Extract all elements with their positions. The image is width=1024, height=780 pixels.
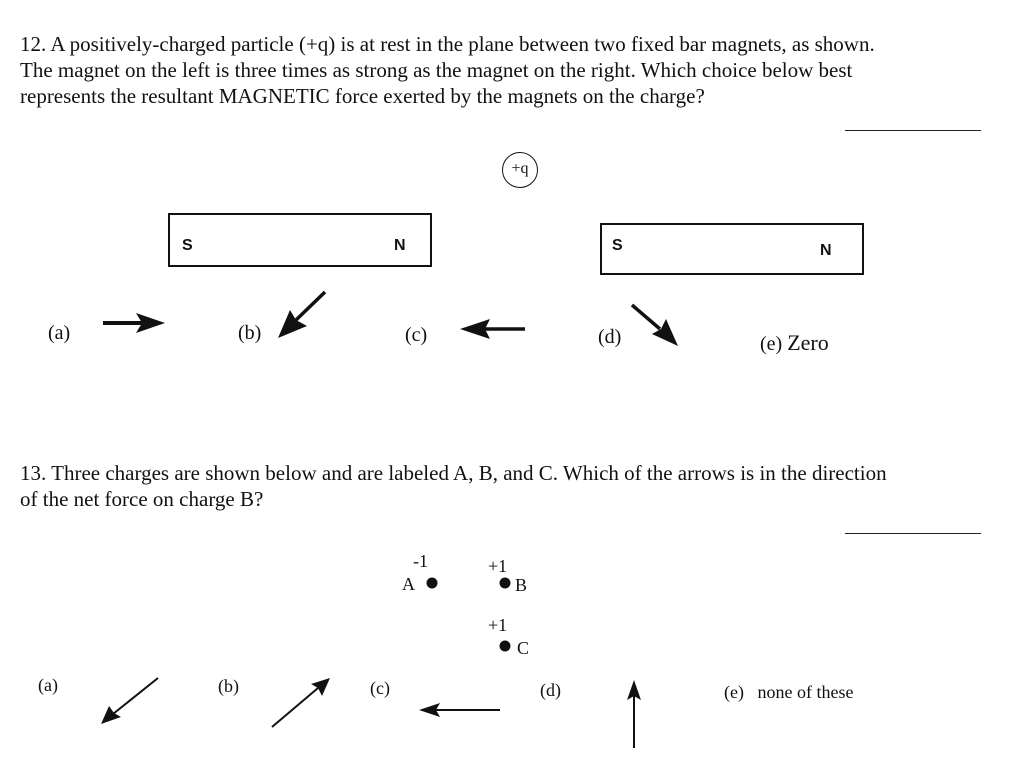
charge-c-dot bbox=[500, 641, 511, 652]
charge-c-name: C bbox=[517, 638, 530, 658]
q13-choice-a-label[interactable]: (a) bbox=[38, 675, 58, 695]
question-13-line-1: 13. Three charges are shown below and are labeled A, B, and C. Which of the arrows is in the direction bbox=[20, 461, 887, 485]
q12-choice-d-down-right-arrow bbox=[632, 305, 678, 346]
q12-choice-b-down-left-arrow bbox=[278, 292, 325, 338]
question-12-line-1: 12. A positively-charged particle (+q) is at rest in the plane between two fixed bar magnets, as shown. bbox=[20, 32, 875, 56]
q12-choice-c-label[interactable]: (c) bbox=[405, 324, 428, 346]
right-magnet-north-pole: N bbox=[820, 242, 832, 259]
charge-b-dot bbox=[500, 578, 511, 589]
q12-choice-a-label[interactable]: (a) bbox=[48, 322, 71, 344]
charge-b-name: B bbox=[515, 575, 528, 595]
q12-choice-e-text: Zero bbox=[787, 330, 829, 355]
charge-a-dot bbox=[427, 578, 438, 589]
charge-c-value: +1 bbox=[488, 615, 508, 635]
left-magnet-north-pole: N bbox=[394, 237, 406, 254]
q12-choice-a-right-arrow bbox=[103, 313, 165, 333]
q13-choice-b-label[interactable]: (b) bbox=[218, 676, 239, 696]
q13-choice-d-label[interactable]: (d) bbox=[540, 680, 561, 700]
charge-a-value: -1 bbox=[413, 551, 428, 571]
q13-choice-d-up-arrow bbox=[627, 680, 641, 748]
answer-blank-13[interactable] bbox=[845, 533, 981, 534]
question-12-line-3: represents the resultant MAGNETIC force exerted by the magnets on the charge? bbox=[20, 84, 705, 108]
question-13-line-2: of the net force on charge B? bbox=[20, 487, 264, 511]
left-magnet-south-pole: S bbox=[182, 237, 193, 254]
question-12-line-2: The magnet on the left is three times as strong as the magnet on the right. Which choice below best bbox=[20, 58, 853, 82]
q12-choice-d-label[interactable]: (d) bbox=[598, 326, 622, 348]
q13-choice-e-text: none of these bbox=[757, 682, 854, 702]
q13-choice-a-down-left-arrow bbox=[101, 678, 158, 724]
q12-choice-e-label: (e) bbox=[760, 333, 783, 355]
charge-b-value: +1 bbox=[488, 556, 508, 576]
q13-choice-e[interactable] bbox=[724, 681, 853, 703]
q12-choice-b-label[interactable]: (b) bbox=[238, 322, 262, 344]
q13-choice-c-left-arrow bbox=[419, 703, 500, 717]
charge-a-name: A bbox=[402, 574, 415, 594]
q12-choice-c-left-arrow bbox=[460, 319, 525, 339]
charge-plus-q-label: +q bbox=[511, 160, 529, 177]
q13-choice-b-up-right-arrow bbox=[272, 678, 330, 727]
question-13-text bbox=[20, 460, 1000, 512]
q13-choice-e-label: (e) bbox=[724, 682, 744, 702]
q13-choice-c-label[interactable]: (c) bbox=[370, 678, 390, 698]
right-magnet-south-pole: S bbox=[612, 237, 623, 254]
